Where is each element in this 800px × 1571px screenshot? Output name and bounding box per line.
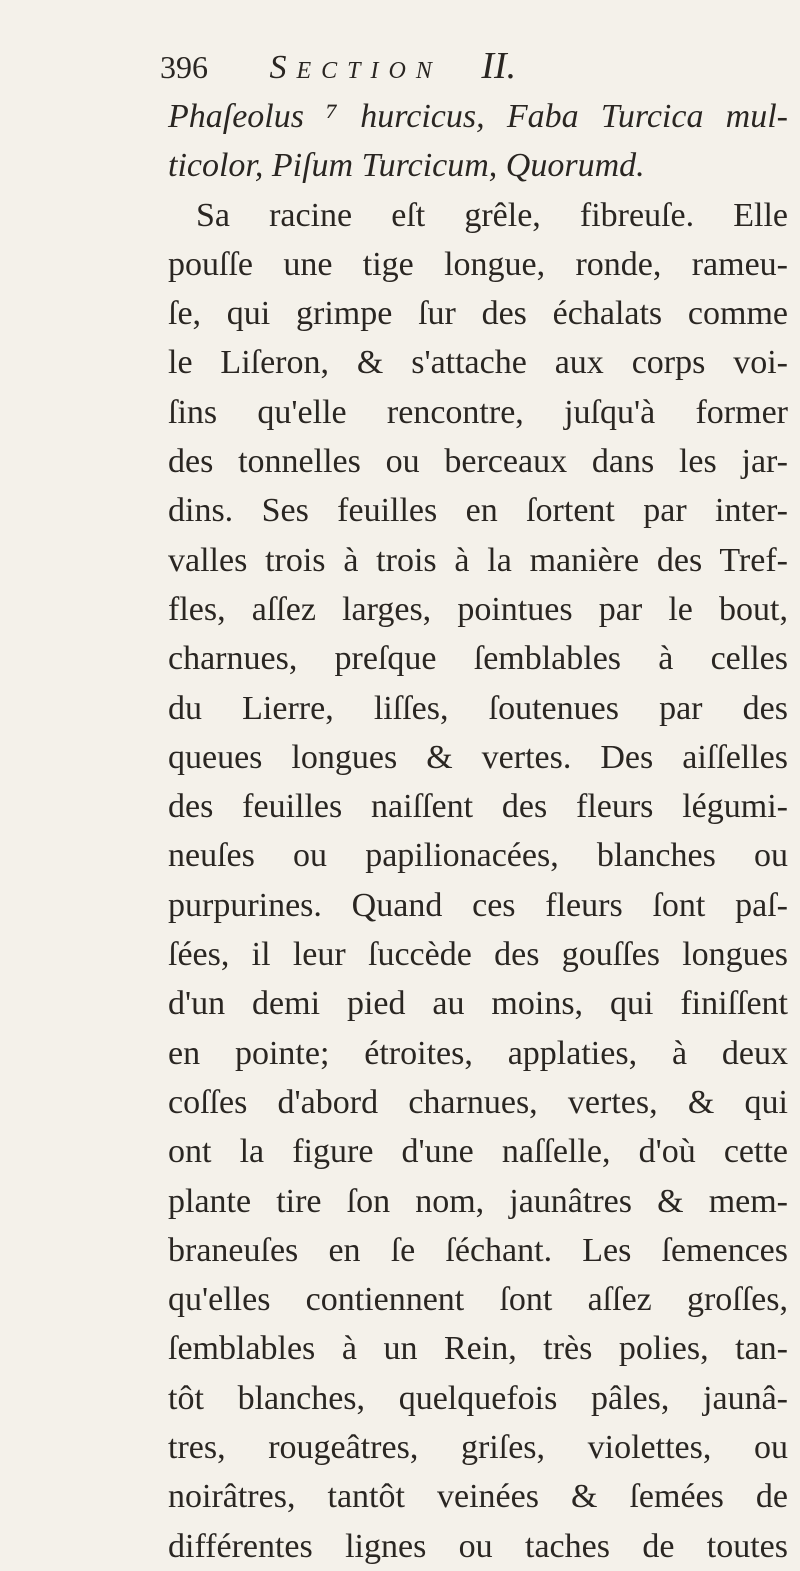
text-line: du Lierre, liſſes, ſoutenues par des <box>168 689 788 727</box>
page-number: 396 <box>160 49 208 85</box>
text-line: fles, aſſez larges, pointues par le bout, <box>168 590 788 628</box>
text-line: ſemblables à un Rein, très polies, tan- <box>168 1330 788 1368</box>
text-line: plante tire ſon nom, jaunâtres & mem- <box>168 1182 788 1220</box>
text-line: Phaſeolus ⁷ hurcicus, Faba Turcica mul- <box>168 98 788 135</box>
text-line: des feuilles naiſſent des fleurs légumi- <box>168 788 788 826</box>
section-number: II. <box>481 45 517 87</box>
text-line: purpurines. Quand ces fleurs ſont paſ- <box>168 886 788 924</box>
text-line: des tonnelles ou berceaux dans les jar- <box>168 443 788 481</box>
text-line: dins. Ses feuilles en ſortent par inter- <box>168 492 788 530</box>
text-line: ſées, il leur ſuccède des gouſſes longues <box>168 936 788 974</box>
text-line: coſſes d'abord charnues, vertes, & qui <box>168 1083 788 1121</box>
text-line: braneuſes en ſe ſéchant. Les ſemences <box>168 1231 788 1269</box>
text-line: d'un demi pied au moins, qui finiſſent <box>168 985 788 1023</box>
text-line: le Liſeron, & s'attache aux corps voi- <box>168 344 788 382</box>
section-label: Section <box>269 49 442 86</box>
text-line: qu'elles contiennent ſont aſſez groſſes, <box>168 1281 788 1319</box>
text-line: Sa racine eſt grêle, fibreuſe. Elle <box>196 196 788 234</box>
text-line: ſins qu'elle rencontre, juſqu'à former <box>168 393 788 431</box>
text-line: queues longues & vertes. Des aiſſelles <box>168 738 788 776</box>
text-line: différentes lignes ou taches de toutes <box>168 1527 788 1565</box>
text-line: ſe, qui grimpe ſur des échalats comme <box>168 295 788 333</box>
text-line: neuſes ou papilionacées, blanches ou <box>168 837 788 875</box>
text-line: pouſſe une tige longue, ronde, rameu- <box>168 245 788 283</box>
text-line: en pointe; étroites, applaties, à deux <box>168 1034 788 1072</box>
text-line: valles trois à trois à la manière des Tref- <box>168 541 788 579</box>
text-line: charnues, preſque ſemblables à celles <box>168 640 788 678</box>
text-line: noirâtres, tantôt veinées & ſemées de <box>168 1478 788 1516</box>
text-line: tres, rougeâtres, griſes, violettes, ou <box>168 1429 788 1467</box>
running-head <box>160 44 516 88</box>
body-text <box>168 92 788 1571</box>
text-line: ticolor, Piſum Turcicum, Quorumd. <box>168 147 645 185</box>
text-line: tôt blanches, quelquefois pâles, jaunâ- <box>168 1379 788 1417</box>
text-line: ont la figure d'une naſſelle, d'où cette <box>168 1133 788 1171</box>
